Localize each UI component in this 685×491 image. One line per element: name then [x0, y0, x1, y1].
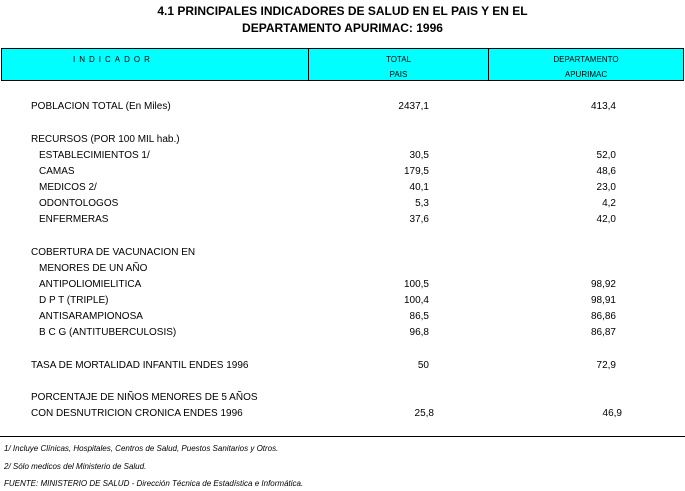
row-value-pais: 100,5 [403, 279, 429, 290]
table-row [0, 214, 685, 229]
row-label: CAMAS [39, 166, 75, 177]
table-row [0, 327, 685, 342]
table-row [0, 182, 685, 197]
row-label: POBLACION TOTAL (En Miles) [31, 101, 171, 112]
table-row [0, 263, 685, 278]
row-value-apurimac: 4,2 [602, 198, 616, 209]
row-value-apurimac: 48,6 [596, 166, 616, 177]
row-value-apurimac: 86,86 [590, 311, 616, 322]
row-label: TASA DE MORTALIDAD INFANTIL ENDES 1996 [31, 360, 249, 371]
row-value-apurimac: 72,9 [596, 360, 616, 371]
table-row [0, 198, 685, 213]
header-pais-label: PAIS [389, 70, 408, 79]
row-value-pais: 86,5 [409, 311, 429, 322]
row-value-pais: 40,1 [409, 182, 429, 193]
row-label: RECURSOS (POR 100 MIL hab.) [31, 134, 180, 145]
table-row [0, 279, 685, 294]
row-label: COBERTURA DE VACUNACION EN [31, 247, 196, 258]
row-value-apurimac: 46,9 [602, 408, 622, 419]
table-row [0, 134, 685, 149]
header-indicator-label: INDICADOR [73, 55, 154, 64]
row-value-pais: 96,8 [409, 327, 429, 338]
row-label: PORCENTAJE DE NIÑOS MENORES DE 5 AÑOS [31, 392, 258, 403]
table-row [0, 101, 685, 116]
row-label: ESTABLECIMIENTOS 1/ [39, 150, 150, 161]
table-title-line-1: 4.1 PRINCIPALES INDICADORES DE SALUD EN EL PAIS Y EN EL [157, 4, 528, 18]
table-row [0, 150, 685, 165]
row-value-pais: 100,4 [403, 295, 429, 306]
row-label: D P T (TRIPLE) [39, 295, 109, 306]
row-value-pais: 50 [417, 360, 429, 371]
source-note: FUENTE: MINISTERIO DE SALUD - Dirección Técnica de Estadística e Informática. [4, 479, 304, 488]
row-label: MENORES DE UN AÑO [39, 263, 148, 274]
row-label: ANTISARAMPIONOSA [39, 311, 143, 322]
row-value-pais: 25,8 [414, 408, 434, 419]
footnote-2: 2/ Sólo medicos del Ministerio de Salud. [4, 462, 147, 471]
row-value-apurimac: 98,92 [590, 279, 616, 290]
row-value-pais: 5,3 [415, 198, 429, 209]
row-label: MEDICOS 2/ [39, 182, 97, 193]
header-departamento-label: DEPARTAMENTO [553, 55, 619, 64]
table-row [0, 392, 685, 407]
table-row [0, 311, 685, 326]
header-apurimac-label: APURIMAC [564, 70, 608, 79]
row-value-pais: 179,5 [403, 166, 429, 177]
row-value-apurimac: 86,87 [590, 327, 616, 338]
table-row [0, 247, 685, 262]
row-value-apurimac: 413,4 [590, 101, 616, 112]
row-value-pais: 30,5 [409, 150, 429, 161]
row-value-apurimac: 23,0 [596, 182, 616, 193]
row-label: ENFERMERAS [39, 214, 109, 225]
row-value-pais: 37,6 [409, 214, 429, 225]
footnote-1: 1/ Incluye Clínicas, Hospitales, Centros de Salud, Puestos Sanitarios y Otros. [4, 444, 279, 453]
row-label: ANTIPOLIOMIELITICA [39, 279, 142, 290]
row-value-apurimac: 42,0 [596, 214, 616, 225]
table-row [0, 295, 685, 310]
table-row [0, 360, 685, 375]
row-label: CON DESNUTRICION CRONICA ENDES 1996 [31, 408, 243, 419]
footnote-divider [0, 436, 685, 437]
row-value-pais: 2437,1 [398, 101, 429, 112]
table-row [0, 166, 685, 181]
row-label: ODONTOLOGOS [39, 198, 119, 209]
header-total-label: TOTAL [385, 55, 412, 64]
row-value-apurimac: 52,0 [596, 150, 616, 161]
row-value-apurimac: 98,91 [590, 295, 616, 306]
table-title-line-2: DEPARTAMENTO APURIMAC: 1996 [242, 21, 443, 35]
table-row [0, 408, 685, 423]
row-label: B C G (ANTITUBERCULOSIS) [39, 327, 177, 338]
